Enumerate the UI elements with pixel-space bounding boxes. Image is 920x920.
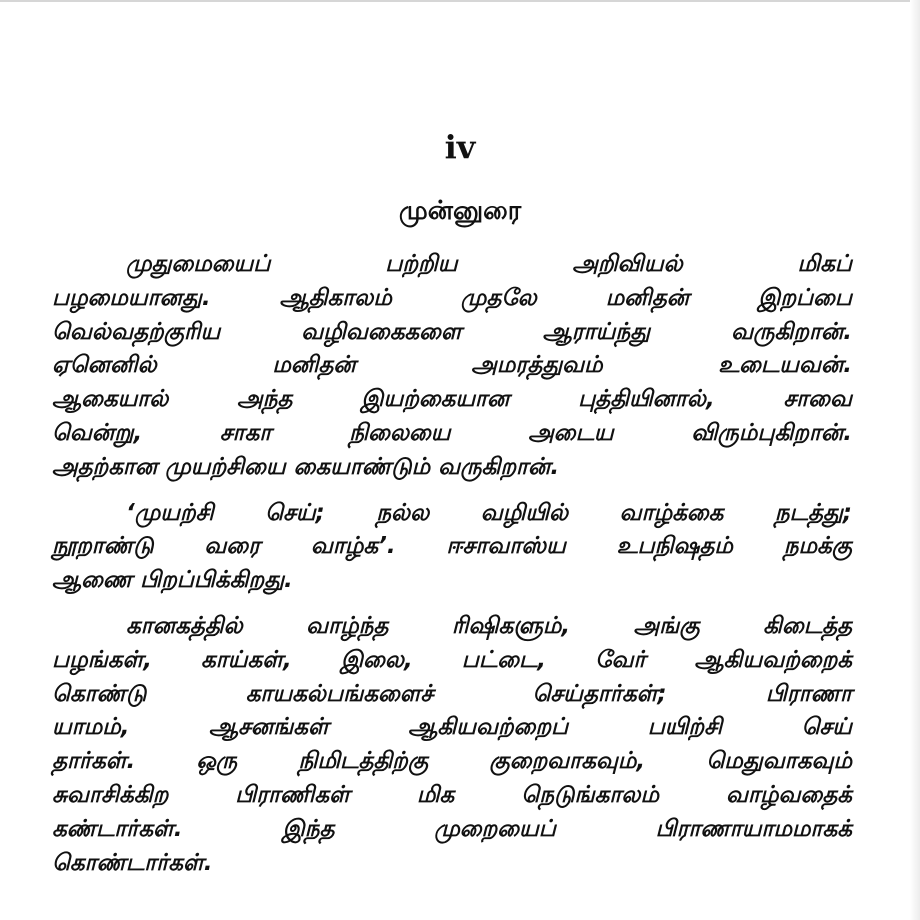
text-line: கொண்டு காயகல்பங்களைச் செய்தார்கள்; பிராணா (52, 680, 852, 707)
text-line: ஆணை பிறப்பிக்கிறது. (52, 567, 293, 594)
text-line: கண்டார்கள். இந்த முறையைப் பிராணாயாமமாகக் (52, 815, 852, 842)
paragraph-2 (52, 497, 852, 598)
text-line: கானகத்தில் வாழ்ந்த ரிஷிகளும், அங்கு கிடைத்த (126, 612, 852, 639)
text-line: வென்று, சாகா நிலையை அடைய விரும்புகிறான். (52, 419, 852, 446)
text-line: சுவாசிக்கிற பிராணிகள் மிக நெடுங்காலம் வாழ்வதைக் (52, 781, 852, 808)
page-number: iv (444, 128, 476, 166)
text-line: கொண்டார்கள். (52, 849, 213, 876)
text-line: ஏனெனில் மனிதன் அமரத்துவம் உடையவன். (52, 352, 852, 379)
paragraph-3 (52, 610, 852, 880)
body-text (52, 248, 852, 880)
text-line: பழங்கள், காய்கள், இலை, பட்டை, வேர் ஆகியவற்றைக் (52, 646, 852, 673)
page-top-edge (0, 0, 920, 14)
text-line: ‘முயற்சி செய்; நல்ல வழியில் வாழ்க்கை நடத்து; (126, 499, 852, 526)
chapter-title: முன்னுரை (398, 196, 522, 226)
text-line: வெல்வதற்குரிய வழிவகைகளை ஆராய்ந்து வருகிறான். (52, 318, 852, 345)
text-line: அதற்கான முயற்சியை கையாண்டும் வருகிறான். (52, 453, 560, 480)
text-line: நூறாண்டு வரை வாழ்க’. ஈசாவாஸ்ய உபநிஷதம் நமக்கு (52, 533, 852, 560)
text-line: ஆகையால் அந்த இயற்கையான புத்தியினால், சாவை (52, 386, 852, 413)
text-line: யாமம், ஆசனங்கள் ஆகியவற்றைப் பயிற்சி செய் (52, 714, 852, 741)
text-line: தார்கள். ஒரு நிமிடத்திற்கு குறைவாகவும், மெதுவாகவும் (52, 748, 852, 775)
paragraph-1 (52, 248, 852, 485)
text-line: பழமையானது. ஆதிகாலம் முதலே மனிதன் இறப்பை (52, 284, 852, 311)
text-line: முதுமையைப் பற்றிய அறிவியல் மிகப் (126, 251, 852, 277)
